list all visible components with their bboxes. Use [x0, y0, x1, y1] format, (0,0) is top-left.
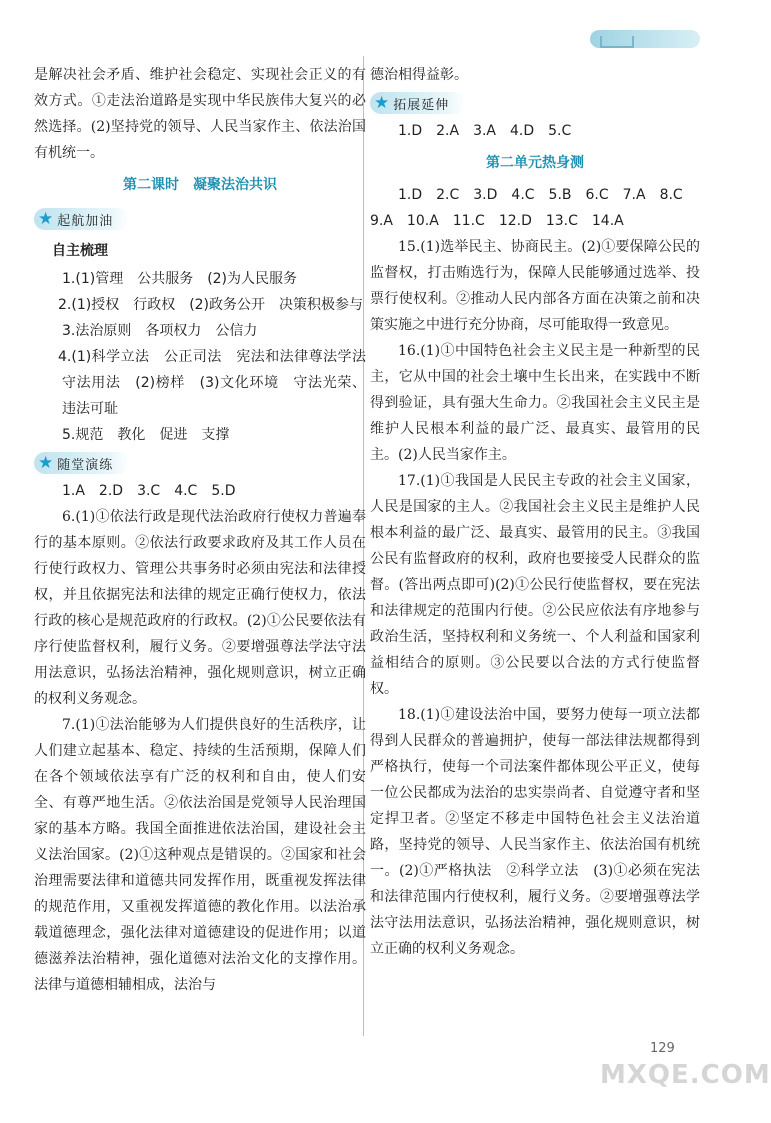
answer-2: 2.(1)授权 行政权 (2)政务公开 决策积极参与	[58, 297, 364, 313]
answer-1: 1.(1)管理 公共服务 (2)为人民服务	[62, 271, 298, 287]
section-header-suitang	[34, 452, 129, 474]
mc-answers-unit-1: 1.D 2.C 3.D 4.C 5.B 6.C 7.A 8.C	[398, 187, 683, 203]
mc-answers-extension: 1.D 2.A 3.A 4.D 5.C	[398, 123, 572, 139]
star-icon: ★	[38, 453, 54, 473]
mc-answers-unit-2: 9.A 10.A 11.C 12.D 13.C 14.A	[370, 213, 624, 229]
answer-7: 7.(1)①法治能够为人们提供良好的生活秩序，让人们建立起基本、稳定、持续的生活预期，保障人们在各个领域依法享有广泛的权利和自由，使人们安全、有尊严地生活。②依法治国是党领导人民治理国家的基本方略。我国全面推进依法治国，建设社会主义法治国家。(2)①这种观点是错误的。②国家和社会治理需要法律和道德共同发挥作用，既重视发挥法律的规范作用，又重视发挥道德的教化作用。以法治承载道德理念，强化法律对道德建设的促进作用；以道德滋养法治精神，强化道德对法治文化的支撑作用。法律与道德相辅相成，法治与	[34, 717, 366, 993]
left-top-paragraph: 是解决社会矛盾、维护社会稳定、实现社会正义的有效方式。①走法治道路是实现中华民族伟大复兴的必然选择。(2)坚持党的领导、人民当家作主、依法治国有机统一。	[34, 67, 366, 161]
right-top-paragraph: 德治相得益彰。	[370, 67, 468, 83]
watermark: MXQE.COM	[600, 1060, 771, 1090]
lesson-title: 第二课时 凝聚法治共识	[123, 177, 277, 193]
answer-3: 3.法治原则 各项权力 公信力	[62, 323, 258, 339]
answer-16: 16.(1)①中国特色社会主义民主是一种新型的民主，它从中国的社会土壤中生长出来，在实践中不断得到验证，具有强大生命力。②我国社会主义民主是维护人民根本利益的最广泛、最真实、最管用的民主。(2)人民当家作主。	[370, 343, 700, 463]
section-label: 拓展延伸	[393, 97, 450, 113]
answer-18: 18.(1)①建设法治中国，要努力使每一项立法都得到人民群众的普遍拥护，使每一部法律法规都得到严格执行，使每一个司法案件都体现公平正义，使每一位公民都成为法治的忠实崇尚者、自觉遵守者和坚定捍卫者。②坚定不移走中国特色社会主义法治道路，坚持党的领导、人民当家作主、依法治国有机统一。(2)①严格执法 ②科学立法 (3)①必须在宪法和法律范围内行使权利，履行义务。②要增强尊法学法守法用法意识，弘扬法治精神，强化规则意识，树立正确的权利义务观念。	[370, 707, 700, 957]
section-label: 随堂演练	[57, 457, 114, 473]
subheading-zizhu: 自主梳理	[52, 243, 108, 259]
mc-answers: 1.A 2.D 3.C 4.C 5.D	[62, 483, 236, 499]
right-column	[370, 62, 700, 962]
section-header-tuozhan	[370, 92, 465, 114]
answer-15: 15.(1)选举民主、协商民主。(2)①要保障公民的监督权，打击贿选行为，保障人民能够通过选举、投票行使权利。②推动人民内部各方面在决策之前和决策实施之中进行充分协商，尽可能取得一致意见。	[370, 239, 700, 333]
unit-title: 第二单元热身测	[486, 155, 584, 171]
left-column	[34, 62, 366, 998]
answer-6: 6.(1)①依法行政是现代法治政府行使权力普遍奉行的基本原则。②依法行政要求政府及其工作人员在行使行政权力、管理公共事务时必须由宪法和法律授权，并且依据宪法和法律的规定正确行使权力，依法行政的核心是规范政府的行政权。(2)①公民要依法有序行使监督权利，履行义务。②要增强尊法学法守法用法意识，弘扬法治精神，强化规则意识，树立正确的权利义务观念。	[34, 509, 366, 707]
answer-5: 5.规范 教化 促进 支撑	[62, 427, 230, 443]
section-label: 起航加油	[57, 213, 114, 229]
page-number: 129	[650, 1041, 675, 1056]
header-decoration-mark	[600, 36, 634, 48]
star-icon: ★	[38, 209, 54, 229]
answer-17: 17.(1)①我国是人民民主专政的社会主义国家，人民是国家的主人。②我国社会主义民主是维护人民根本利益的最广泛、最真实、最管用的民主。③我国公民有监督政府的权利，政府也要接受人民群众的监督。(答出两点即可)(2)①公民行使监督权，要在宪法和法律规定的范围内行使。②公民应依法有序地参与政治生活，坚持权利和义务统一、个人利益和国家利益相结合的原则。③公民要以合法的方式行使监督权。	[370, 473, 700, 697]
star-icon: ★	[374, 93, 390, 113]
section-header-qihang	[34, 208, 129, 230]
answer-4: 4.(1)科学立法 公正司法 宪法和法律尊法学法守法用法 (2)榜样 (3)文化环境 守法光荣、违法可耻	[58, 349, 366, 417]
